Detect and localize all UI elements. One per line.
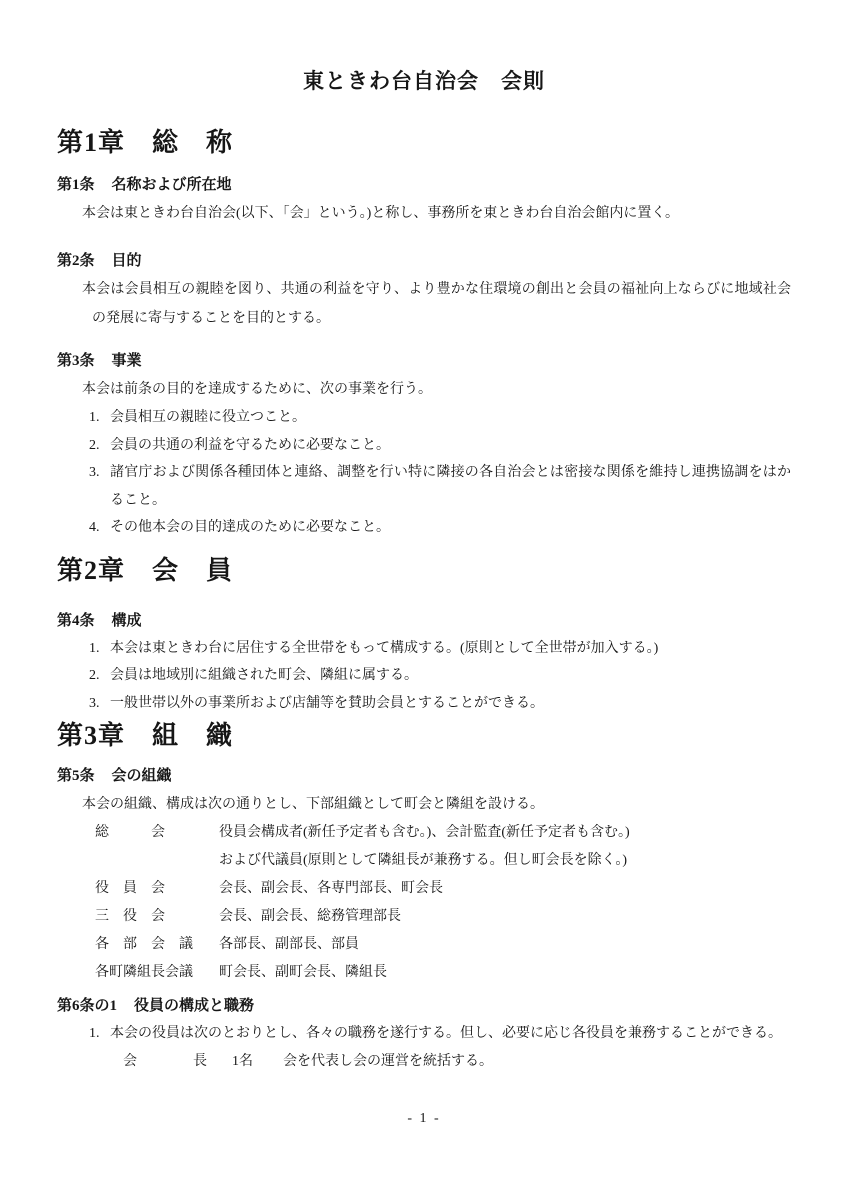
article-3-heading xyxy=(57,348,791,375)
article-2-body: 本会は会員相互の親睦を図り、共通の利益を守り、より豊かな住環境の創出と会員の福祉向上ならびに地域社会の発展に寄与することを目的とする。 xyxy=(82,282,791,326)
article-1-heading xyxy=(57,172,791,199)
list-item-number: 1. xyxy=(89,410,100,425)
article-title: 名称および所在地 xyxy=(111,177,232,193)
org-row-content-line: および代議員(原則として隣組長が兼務する。但し町会長を除く。) xyxy=(219,853,628,868)
article-1-body: 本会は東ときわ台自治会(以下、「会」という。)と称し、事務所を東ときわ台自治会館内に置く。 xyxy=(82,206,680,221)
list-item xyxy=(89,690,791,718)
org-row-department-meetings xyxy=(95,931,791,959)
article-number: 第4条 xyxy=(57,612,95,629)
list-item-number: 2. xyxy=(89,437,100,453)
list-item xyxy=(89,635,791,663)
list-item-number: 4. xyxy=(89,520,100,535)
list-item-text: 本会の役員は次のとおりとし、各々の職務を遂行する。但し、必要に応じ各役員を兼務することができる。 xyxy=(110,1026,782,1041)
article-2 xyxy=(57,248,791,333)
article-3 xyxy=(57,348,791,542)
article-6 xyxy=(57,993,791,1075)
article-5 xyxy=(57,763,791,987)
article-4-heading xyxy=(57,608,791,635)
article-title: 目的 xyxy=(111,253,142,269)
officer-duty: 会を代表し会の運営を統括する。 xyxy=(283,1053,493,1069)
list-item xyxy=(89,404,791,432)
org-row-content: 会長、副会長、各専門部長、町会長 xyxy=(219,881,443,896)
article-title: 会の組織 xyxy=(111,768,172,784)
chapter-1-heading: 第1章 総 称 xyxy=(57,128,234,157)
org-row-content: 町会長、副町会長、隣組長 xyxy=(219,965,387,980)
list-item xyxy=(89,459,791,514)
article-title: 役員の構成と職務 xyxy=(134,998,255,1014)
article-2-heading xyxy=(57,248,791,275)
org-row-general-assembly xyxy=(95,819,791,875)
list-item-text: 諸官庁および関係各種団体と連絡、調整を行い特に隣接の各自治会とは密接な関係を維持し連携協調をはかること。 xyxy=(110,465,791,508)
list-item-number: 2. xyxy=(89,668,100,683)
list-item-text: 一般世帯以外の事業所および店舗等を賛助会員とすることができる。 xyxy=(110,695,544,711)
article-number: 第3条 xyxy=(57,353,95,369)
list-item-text: 本会は東ときわ台に居住する全世帯をもって構成する。(原則として全世帯が加入する。) xyxy=(110,640,659,656)
article-number: 第2条 xyxy=(57,253,95,269)
org-row-label: 役 員 会 xyxy=(95,881,165,896)
org-row-board xyxy=(95,875,791,903)
org-row-content: 会長、副会長、総務管理部長 xyxy=(219,909,401,924)
chapter-3-heading: 第3章 組 織 xyxy=(57,721,234,750)
officer-post: 会 長 xyxy=(123,1053,207,1069)
org-row-label: 三 役 会 xyxy=(95,909,165,924)
org-row-content-line: 役員会構成者(新任予定者も含む。)、会計監査(新任予定者も含む。) xyxy=(219,825,630,840)
org-row-label: 各 部 会 議 xyxy=(95,937,193,952)
article-3-intro: 本会は前条の目的を達成するために、次の事業を行う。 xyxy=(82,382,432,397)
article-title: 事業 xyxy=(111,353,142,369)
article-number: 第1条 xyxy=(57,177,95,193)
org-row-three-officers xyxy=(95,903,791,931)
list-item xyxy=(89,1020,791,1048)
article-number: 第6条の1 xyxy=(57,998,118,1014)
org-row-content xyxy=(219,819,791,875)
article-5-heading xyxy=(57,763,791,790)
list-item xyxy=(89,514,791,542)
list-item-text: 会員は地域別に組織された町会、隣組に属する。 xyxy=(110,668,418,683)
list-item-text: その他本会の目的達成のために必要なこと。 xyxy=(110,520,390,535)
list-item xyxy=(89,432,791,460)
article-5-intro: 本会の組織、構成は次の通りとし、下部組織として町会と隣組を設ける。 xyxy=(82,797,544,812)
org-row-label: 各町隣組長会議 xyxy=(95,965,193,980)
page-number: - 1 - xyxy=(407,1110,441,1126)
chapter-2-heading: 第2章 会 員 xyxy=(57,555,234,585)
article-number: 第5条 xyxy=(57,768,95,784)
org-row-content: 各部長、副部長、部員 xyxy=(219,937,359,952)
officer-row xyxy=(123,1048,791,1075)
article-6-heading xyxy=(57,993,791,1020)
officer-count: 1名 xyxy=(232,1053,253,1069)
list-item-number: 1. xyxy=(89,640,100,656)
organization-table xyxy=(57,819,791,987)
article-title: 構成 xyxy=(111,612,142,629)
org-row-label: 総 会 xyxy=(95,825,165,840)
list-item-number: 1. xyxy=(89,1026,100,1041)
list-item-text: 会員相互の親睦に役立つこと。 xyxy=(110,410,306,425)
list-item-number: 3. xyxy=(89,695,100,711)
list-item-text: 会員の共通の利益を守るために必要なこと。 xyxy=(110,437,390,453)
list-item-number: 3. xyxy=(89,465,100,480)
document-title: 東ときわ台自治会 会則 xyxy=(303,69,545,93)
list-item xyxy=(89,662,791,690)
org-row-neighborhood-leaders xyxy=(95,959,791,987)
article-1 xyxy=(57,172,791,228)
article-4 xyxy=(57,608,791,718)
